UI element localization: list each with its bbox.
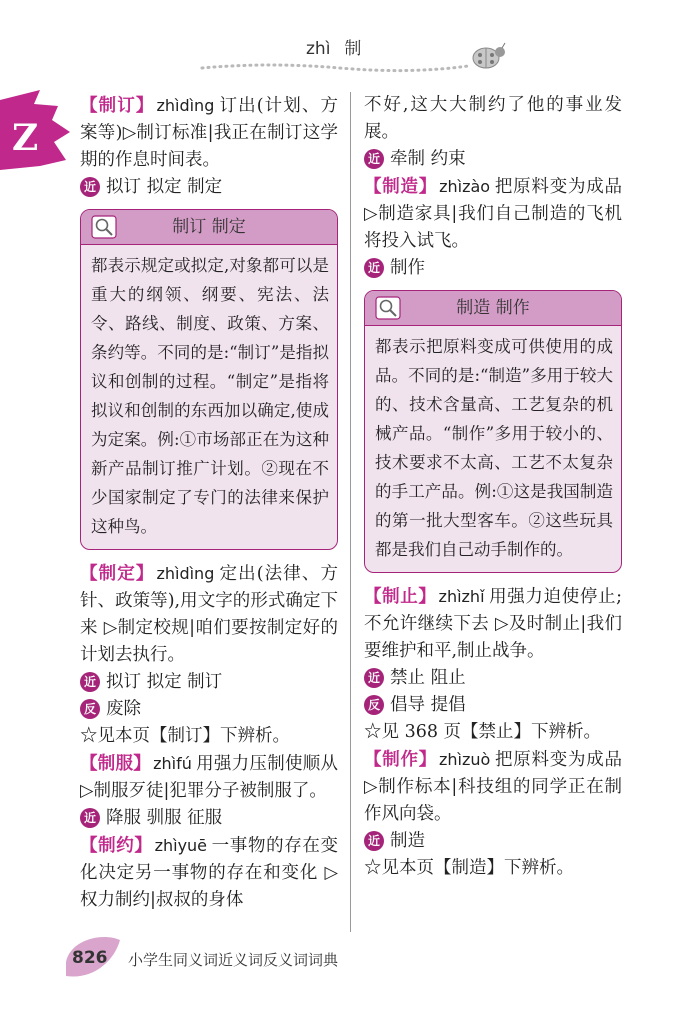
letter-tab [0,90,70,180]
near-words: 制造 [390,831,425,851]
near-words: 制作 [390,258,425,278]
entry-zhifu [80,750,338,805]
near-synonyms [364,255,622,282]
cross-reference: ☆见本页【制订】下辨析。 [80,726,290,746]
near-synonyms [364,665,622,692]
column-divider [350,92,351,932]
near-synonyms [364,146,622,173]
near-synonyms [80,174,338,201]
near-badge: 近 [80,177,100,197]
usage-box-title: 制造 制作 [456,298,530,318]
near-synonyms [364,828,622,855]
antonyms [364,692,622,719]
near-words: 拟订 拟定 制定 [106,177,223,197]
cross-reference: ☆见本页【制造】下辨析。 [364,858,574,878]
usage-box-title: 制订 制定 [172,217,246,237]
header-title [306,34,361,59]
entry-pinyin: zhìdìng [156,96,215,115]
entry-pinyin: zhìzuò [438,750,491,769]
near-badge: 近 [364,831,384,851]
near-badge: 近 [364,668,384,688]
near-badge: 近 [80,808,100,828]
entry-headword: 【制订】 [80,96,155,116]
entry-pinyin: zhìdìng [156,564,215,583]
right-column [364,92,622,882]
usage-box-body: 都表示规定或拟定,对象都可以是重大的纲领、纲要、宪法、法令、路线、制度、政策、方案、条约等。不同的是:“制订”是指拟议和创制的过程。“制定”是指将拟议和创制的东西加以确定,使成为定案。例:①市场部正在为这种新产品制订推广计划。②现在不少国家制定了专门的法律来保护这种鸟。 [91,256,329,536]
entry-headword: 【制定】 [80,564,155,584]
entry-definition: 定出(法律、方针、政策等),用文字的形式确定下来 ▷制定校规|咱们要按制定好的计划去执行。 [80,564,339,665]
left-column [80,92,338,914]
entry-zhizhi [364,583,622,665]
entry-definition: 把原料变为成品 ▷制造家具|我们自己制造的飞机将投入试飞。 [364,177,623,251]
usage-box [80,209,338,550]
entry-headword: 【制约】 [80,836,153,856]
entry-pinyin: zhìzhǐ [438,587,485,606]
entry-pinyin: zhìzào [439,177,491,196]
entry-pinyin: zhìyuē [154,836,208,855]
cross-reference: ☆见 368 页【禁止】下辨析。 [364,722,602,742]
near-synonyms [80,669,338,696]
near-words: 降服 驯服 征服 [106,808,223,828]
entry-headword: 【制作】 [364,750,437,770]
entry-headword: 【制止】 [364,587,437,607]
usage-box-header [81,210,337,245]
anti-words: 倡导 提倡 [390,695,466,715]
usage-box-header [365,291,621,326]
anti-badge: 反 [364,695,384,715]
entry-headword: 【制服】 [80,754,152,774]
anti-words: 废除 [106,699,141,719]
near-badge: 近 [364,149,384,169]
near-synonyms [80,805,338,832]
ladybug-icon [468,40,508,70]
antonyms [80,696,338,723]
entry-headword: 【制造】 [364,177,438,197]
entry-definition: 订出(计划、方案等)▷制订标准|我正在制订这学期的作息时间表。 [80,96,339,170]
page-number: 826 [72,948,108,968]
near-words: 拟订 拟定 制订 [106,672,223,692]
near-words: 禁止 阻止 [390,668,466,688]
entry-pinyin: zhìfú [153,754,192,773]
entry-zhiyue-continued: 不好,这大大制约了他的事业发展。 [364,95,622,142]
usage-box-body: 都表示把原料变成可供使用的成品。不同的是:“制造”多用于较大的、技术含量高、工艺复杂的机械产品。“制作”多用于较小的、技术要求不太高、工艺不太复杂的手工产品。例:①这是我国制造的第一批大型客车。②这些玩具都是我们自己动手制作的。 [375,337,613,559]
tab-letter: Z [12,117,39,159]
header-char: 制 [344,39,362,59]
header-pinyin: zhì [306,39,331,59]
entry-zhiding-2 [80,560,338,669]
near-badge: 近 [364,258,384,278]
entry-definition: 把原料变为成品 ▷制作标本|科技组的同学正在制作风向袋。 [364,750,623,824]
entry-zhizuo [364,746,622,828]
usage-box [364,290,622,573]
entry-definition: 用强力迫使停止;不允许继续下去 ▷及时制止|我们要维护和平,制止战争。 [364,587,622,661]
entry-zhizao [364,173,622,255]
entry-definition: 一事物的存在变化决定另一事物的存在和变化 ▷权力制约|叔叔的身体 [80,836,339,910]
page-header [0,34,700,74]
entry-definition: 用强力压制使顺从 ▷制服歹徒|犯罪分子被制服了。 [80,754,338,801]
dotted-line-decoration [200,60,470,74]
near-words: 牵制 约束 [390,149,466,169]
book-title: 小学生同义词近义词反义词词典 [128,951,339,969]
page-footer [0,930,700,990]
anti-badge: 反 [80,699,100,719]
entry-zhiding-1 [80,92,338,174]
near-badge: 近 [80,672,100,692]
entry-zhiyue [80,832,338,914]
